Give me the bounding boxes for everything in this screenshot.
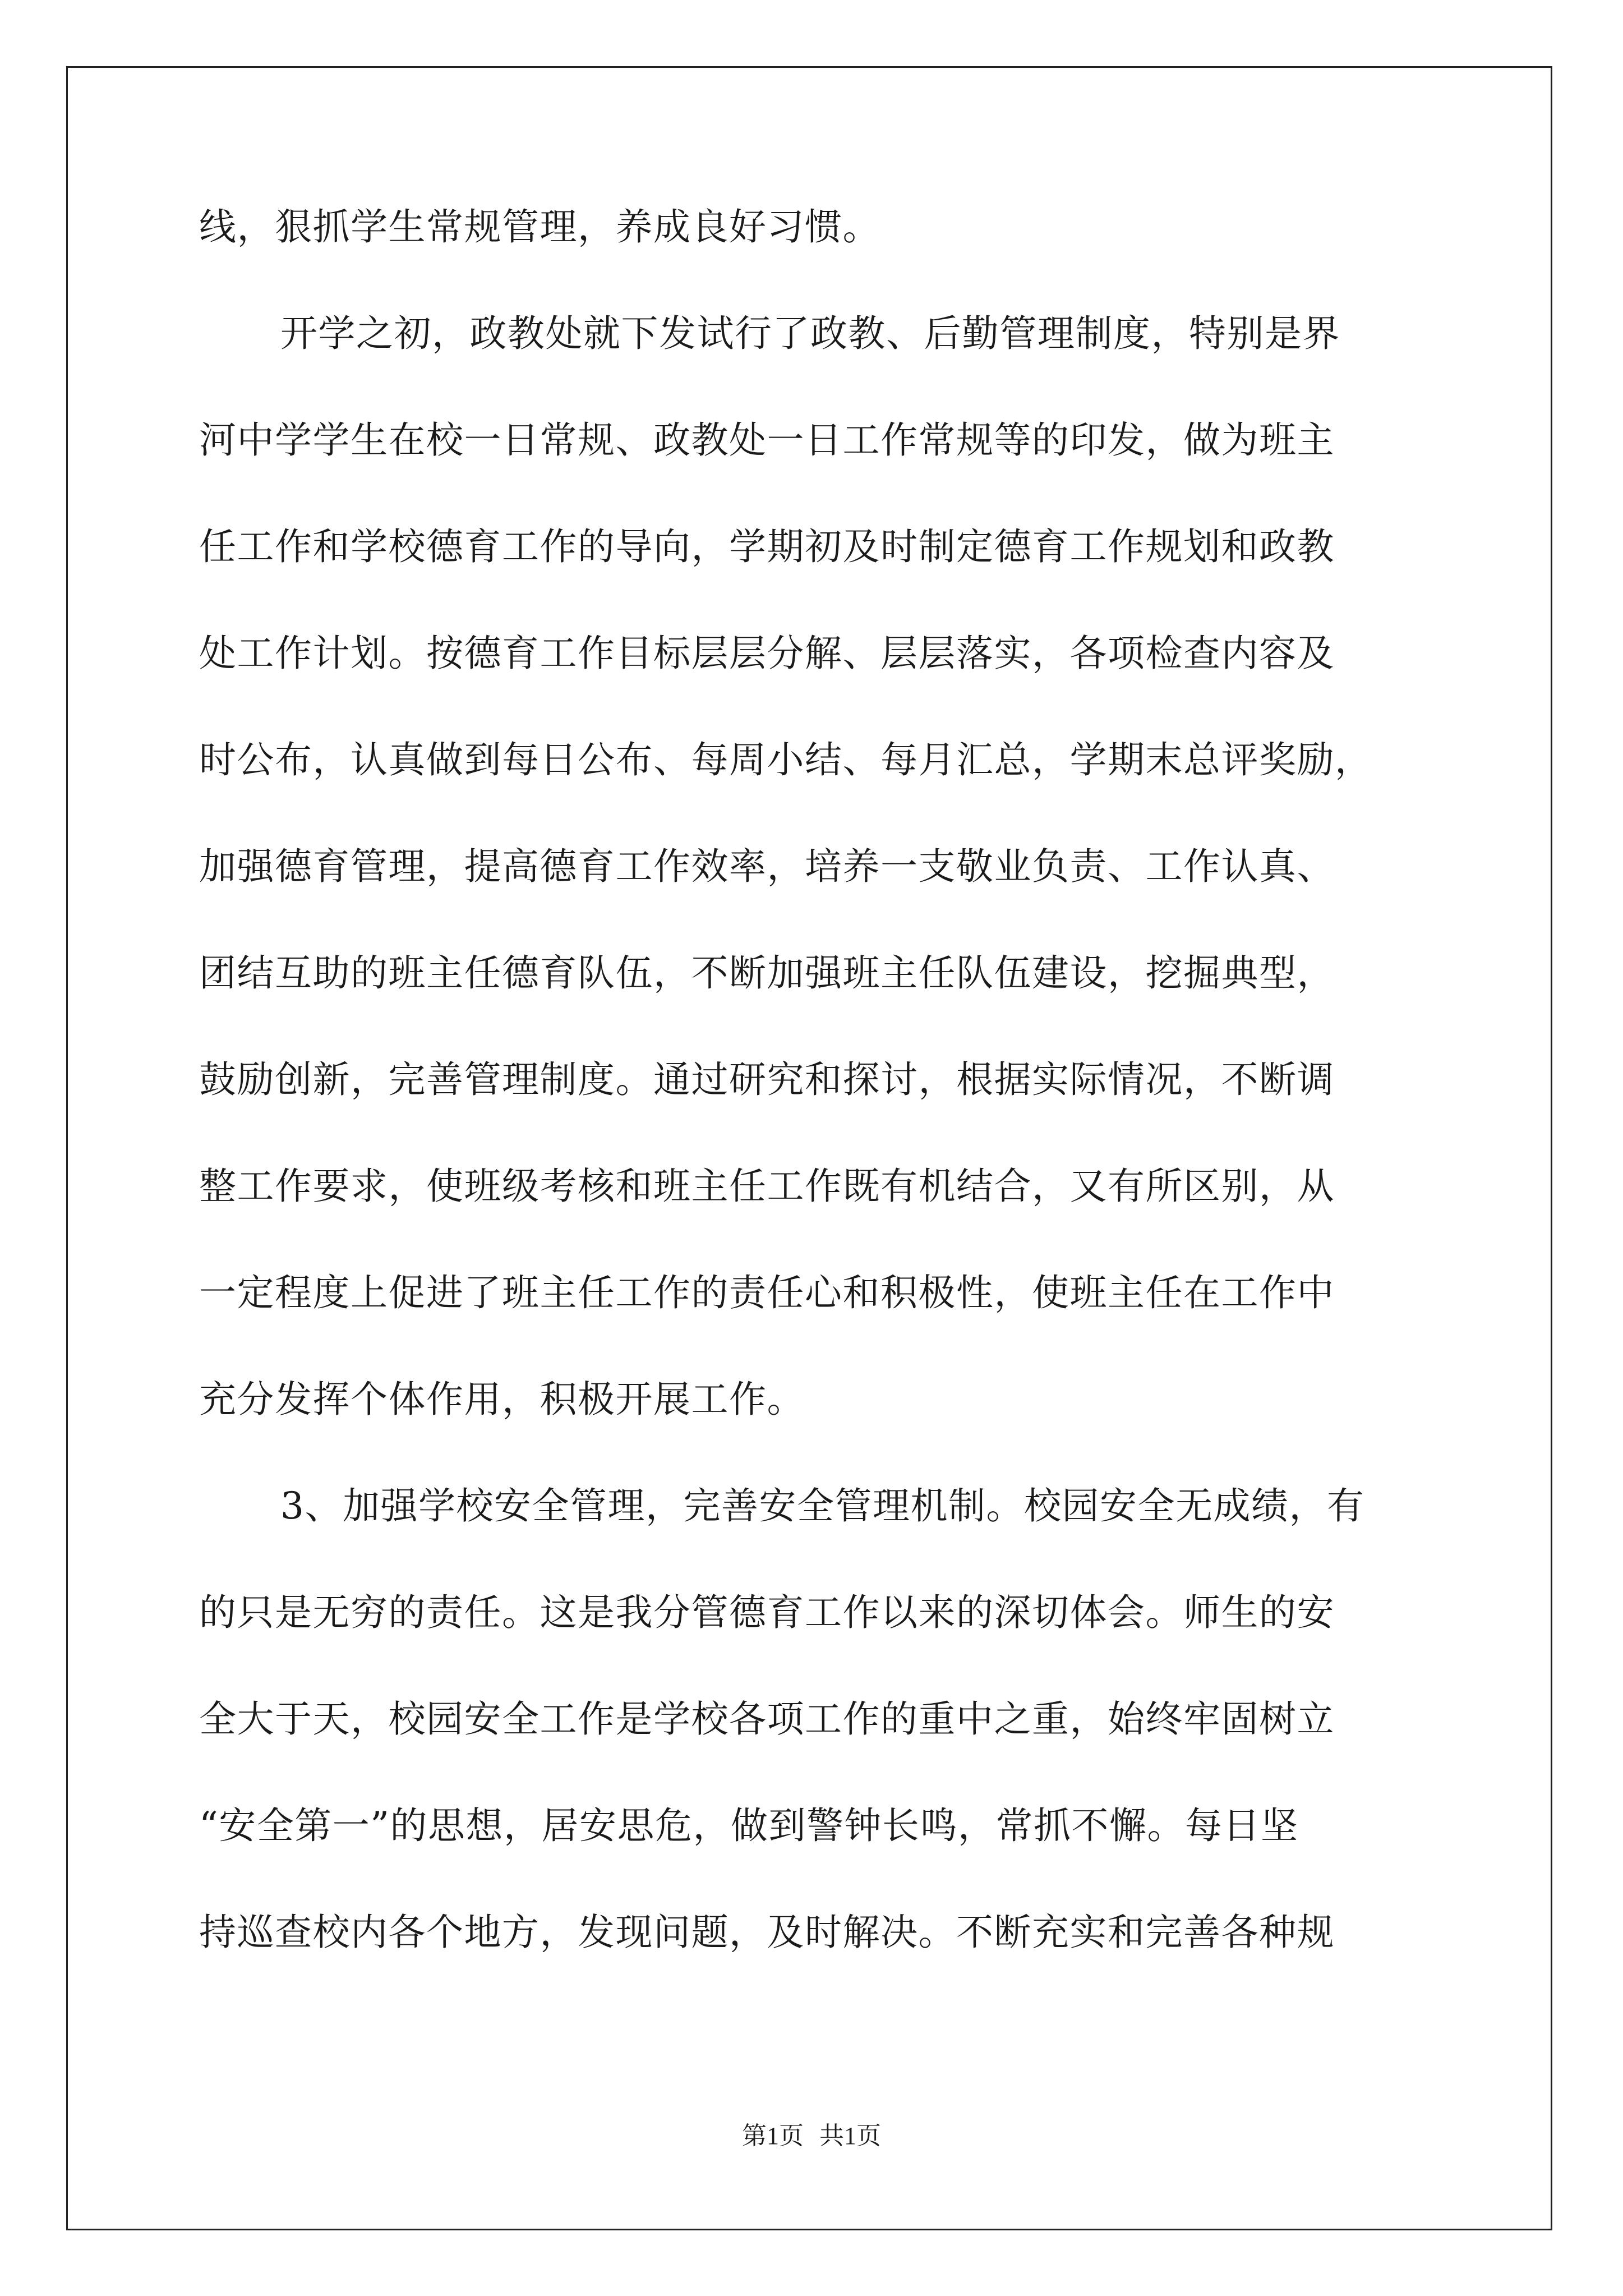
text-line: 加强德育管理，提高德育工作效率，培养一支敬业负责、工作认真、 — [199, 845, 1335, 888]
text-line: 全大于天，校园安全工作是学校各项工作的重中之重，始终牢固树立 — [199, 1697, 1335, 1741]
text-line: 河中学学生在校一日常规、政教处一日工作常规等的印发，做为班主 — [199, 418, 1335, 462]
text-line: 持巡查校内各个地方，发现问题，及时解决。不断充实和完善各种规 — [199, 1911, 1335, 1954]
text-line: 整工作要求，使班级考核和班主任工作既有机结合，又有所区别，从 — [199, 1165, 1335, 1208]
text-line: “安全第一”的思想，居安思危，做到警钟长鸣，常抓不懈。每日坚 — [199, 1804, 1299, 1847]
text-line: 时公布，认真做到每日公布、每周小结、每月汇总，学期末总评奖励， — [199, 738, 1373, 781]
paragraph-first-line: 3、加强学校安全管理，完善安全管理机制。校园安全无成绩，有 — [280, 1484, 1365, 1527]
text-line: 鼓励创新，完善管理制度。通过研究和探讨，根据实际情况，不断调 — [199, 1058, 1335, 1101]
page-total: 共1页 — [819, 2122, 881, 2150]
text-line: 的只是无穷的责任。这是我分管德育工作以来的深切体会。师生的安 — [199, 1591, 1335, 1634]
page-border — [66, 66, 1552, 2230]
text-line: 团结互助的班主任德育队伍，不断加强班主任队伍建设，挖掘典型， — [199, 951, 1335, 995]
text-line: 充分发挥个体作用，积极开展工作。 — [199, 1378, 805, 1421]
text-line: 任工作和学校德育工作的导向，学期初及时制定德育工作规划和政教 — [199, 525, 1335, 568]
text-line: 一定程度上促进了班主任工作的责任心和积极性，使班主任在工作中 — [199, 1271, 1335, 1314]
page-number: 第1页 — [742, 2122, 804, 2150]
text-line: 线，狠抓学生常规管理，养成良好习惯。 — [199, 205, 880, 249]
paragraph-first-line: 开学之初，政教处就下发试行了政教、后勤管理制度，特别是界 — [280, 312, 1340, 355]
page-footer — [0, 2120, 1623, 2152]
text-line: 处工作计划。按德育工作目标层层分解、层层落实，各项检查内容及 — [199, 632, 1335, 675]
